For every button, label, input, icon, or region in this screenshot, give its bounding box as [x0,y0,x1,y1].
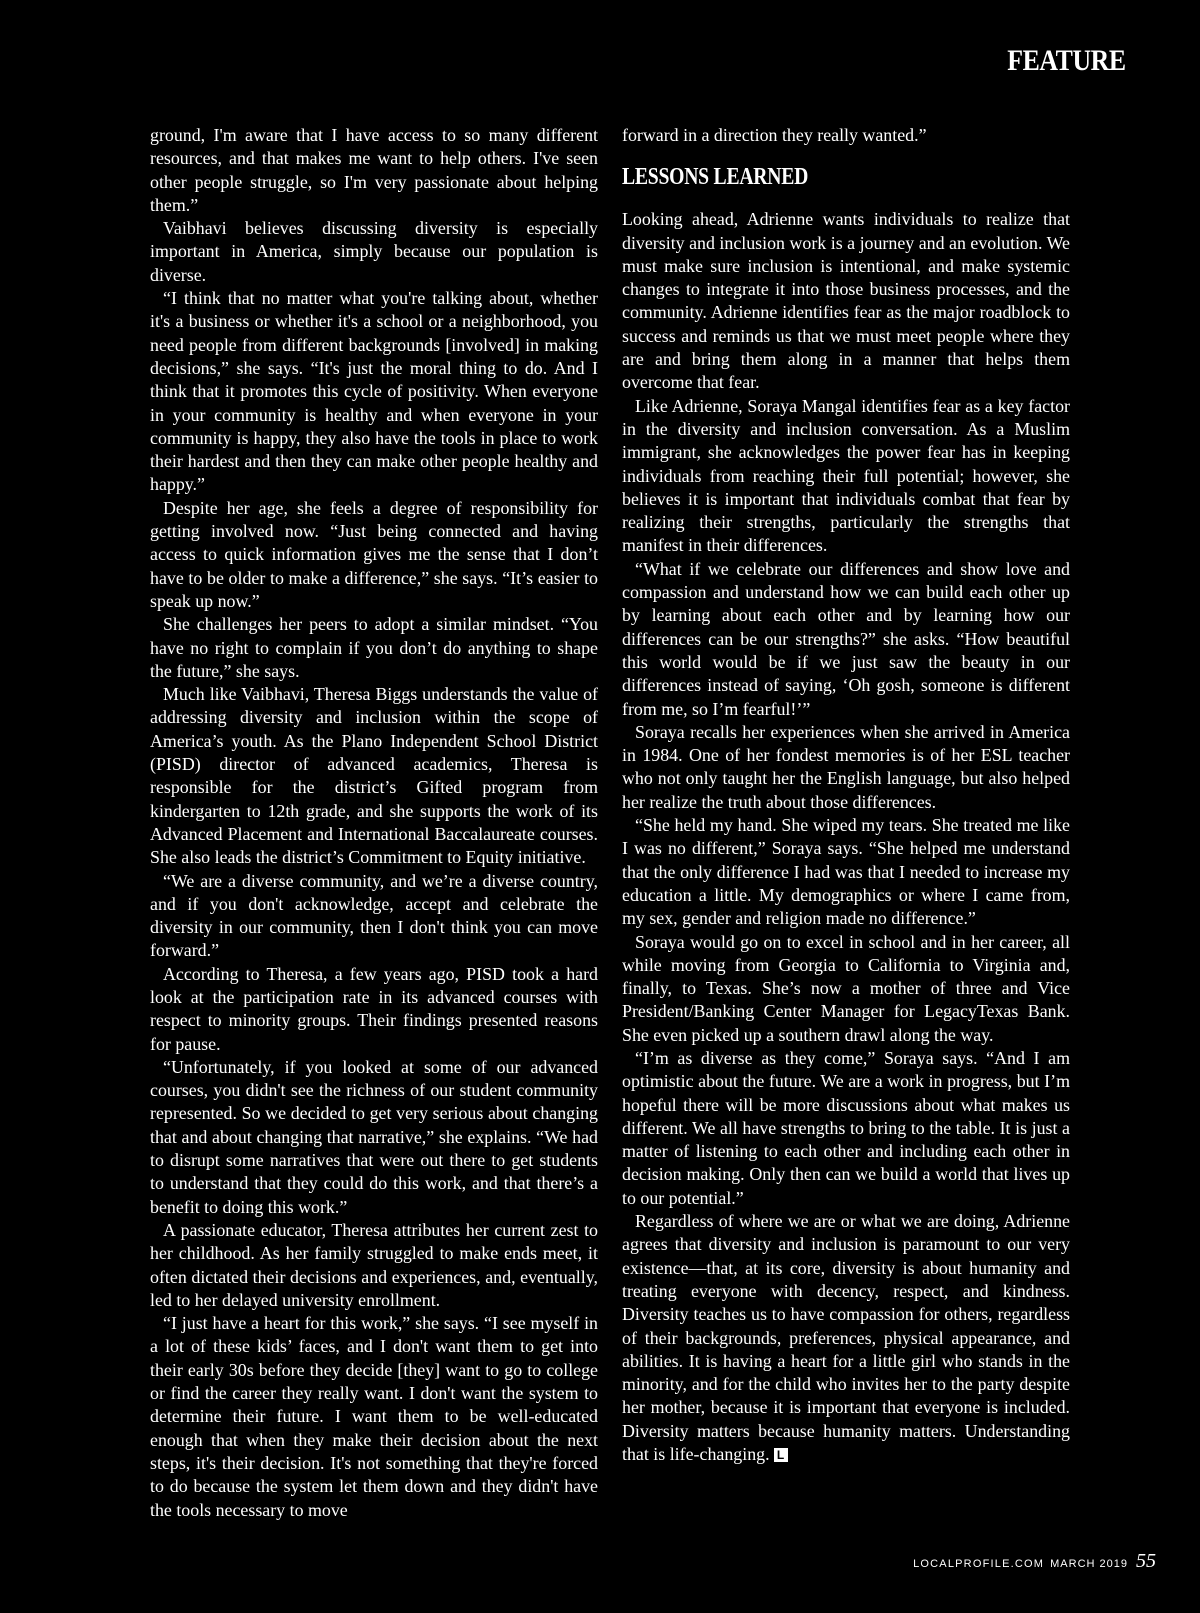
body-paragraph: Like Adrienne, Soraya Mangal identifies fear as a key factor in the diversity and inclusion conversation. As a Muslim immigrant, she acknowledges the power fear has in keeping individuals from reaching their full potential; however, she believes it is important that individuals combat that fear by realizing their strengths, particularly the strengths that manifest in their differences. [622,395,1070,556]
body-paragraph: Soraya recalls her experiences when she arrived in America in 1984. One of her fondest memories is of her ESL teacher who not only taught her the English language, but also helped her realize the truth about those differences. [622,721,1070,812]
body-paragraph: Soraya would go on to excel in school and in her career, all while moving from Georgia to California to Virginia and, finally, to Texas. She’s now a mother of three and Vice President/Banking Center Manager for LegacyTexas Bank. She even picked up a southern drawl along the way. [622,931,1070,1045]
body-paragraph-text: Regardless of where we are or what we are doing, Adrienne agrees that diversity and inclusion is paramount to our very existence—that, at its core, diversity is about humanity and treating everyone with decency, respect, and kindness. Diversity teaches us to have compassion for others, regardless of their backgrounds, preferences, physical appearance, and abilities. It is having a heart for a little girl who stands in the minority, and for the child who invites her to the party despite her mother, because it is important that everyone is included. Diversity matters because humanity matters. Understanding that is life-changing. [622,1211,1070,1465]
page-number: 55 [1136,1550,1156,1572]
body-paragraph: “What if we celebrate our differences and show love and compassion and understand how we can build each other up by learning about each other and by learning how our differences can be our strengths?” she asks. “How beautiful this world would be if we just saw the beauty in our differences instead of saying, ‘Oh gosh, someone is different from me, so I’m fearful!’” [622,558,1070,719]
body-paragraph: forward in a direction they really wanted.” [622,125,927,145]
footer-date: MARCH 2019 [1050,1558,1128,1570]
article-column-left [150,124,598,1522]
subheading: LESSONS LEARNED [622,164,809,191]
body-paragraph: “I just have a heart for this work,” she says. “I see myself in a lot of these kids’ faces, and I don't want them to get into their early 30s before they decide [they] want to go to college or find the career they really want. I don't want the system to determine their future. I want them to be well-educated enough that when they make their decision about the next steps, it's their decision. It's not something that they're forced to do because the system let them down and they didn't have the tools necessary to move [150,1313,598,1520]
body-paragraph: A passionate educator, Theresa attributes her current zest to her childhood. As her family struggled to make ends meet, it often dictated their decisions and experiences, and, eventually, led to her delayed university enrollment. [150,1219,598,1310]
footer-site: LOCALPROFILE.COM [913,1558,1045,1570]
body-paragraph: ground, I'm aware that I have access to so many different resources, and that makes me want to help others. I've seen other people struggle, so I'm very passionate about helping them.” [150,125,598,215]
final-paragraph [622,1210,1070,1466]
body-paragraph: Looking ahead, Adrienne wants individuals to realize that diversity and inclusion work is a journey and an evolution. We must make sure inclusion is intentional, and make systemic changes to integrate it into those business processes, and the community. Adrienne identifies fear as the major roadblock to success and reminds us that we must meet people where they are and bring them along in a manner that helps them overcome that fear. [622,209,1070,393]
body-paragraph: According to Theresa, a few years ago, PISD took a hard look at the participation rate in its advanced courses with respect to minority groups. Their findings presented reasons for pause. [150,963,598,1054]
body-paragraph: Vaibhavi believes discussing diversity is especially important in America, simply because our population is diverse. [150,218,598,285]
article-column-right [622,124,1070,1466]
body-paragraph: “Unfortunately, if you looked at some of our advanced courses, you didn't see the richness of our student community represented. So we decided to get very serious about changing that and about changing that narrative,” she explains. “We had to disrupt some narratives that were out there to get students to understand that they could do this work, and that there’s a benefit to doing this work.” [150,1056,598,1217]
body-paragraph: “We are a diverse community, and we’re a diverse country, and if you don't acknowledge, accept and celebrate the diversity in our community, then I don't think you can move forward.” [150,870,598,961]
body-paragraph: Despite her age, she feels a degree of responsibility for getting involved now. “Just being connected and having access to quick information gives me the sense that I don’t have to be older to make a difference,” she says. “It’s easier to speak up now.” [150,497,598,611]
body-paragraph: “I think that no matter what you're talking about, whether it's a business or whether it's a school or a neighborhood, you need people from different backgrounds [involved] in making decisions,” she says. “It's just the moral thing to do. And I think that it promotes this cycle of positivity. When everyone in your community is healthy and when everyone in your community is happy, they also have the tools in place to work their hardest and then they can make other people healthy and happy.” [150,288,598,495]
body-paragraph: “She held my hand. She wiped my tears. She treated me like I was no different,” Soraya says. “She helped me understand that the only difference I had was that I needed to increase my education a little. My demographics or where I came from, my sex, gender and religion made no difference.” [622,815,1070,929]
end-mark-icon: L [774,1448,788,1462]
body-paragraph: Much like Vaibhavi, Theresa Biggs understands the value of addressing diversity and inclusion within the scope of America’s youth. As the Plano Independent School District (PISD) director of advanced academics, Theresa is responsible for the district’s Gifted program from kindergarten to 12th grade, and she supports the work of its Advanced Placement and International Baccalaureate courses. She also leads the district’s Commitment to Equity initiative. [150,684,598,868]
section-label: FEATURE [1007,44,1126,77]
page-footer [913,1550,1156,1573]
body-paragraph: She challenges her peers to adopt a similar mindset. “You have no right to complain if you don’t do anything to shape the future,” she says. [150,614,598,681]
body-paragraph: “I’m as diverse as they come,” Soraya says. “And I am optimistic about the future. We are a work in progress, but I’m hopeful there will be more discussions about what makes us different. We all have strengths to bring to the table. It is just a matter of listening to each other and including each other in decision making. Only then can we build a world that lives up to our potential.” [622,1047,1070,1208]
